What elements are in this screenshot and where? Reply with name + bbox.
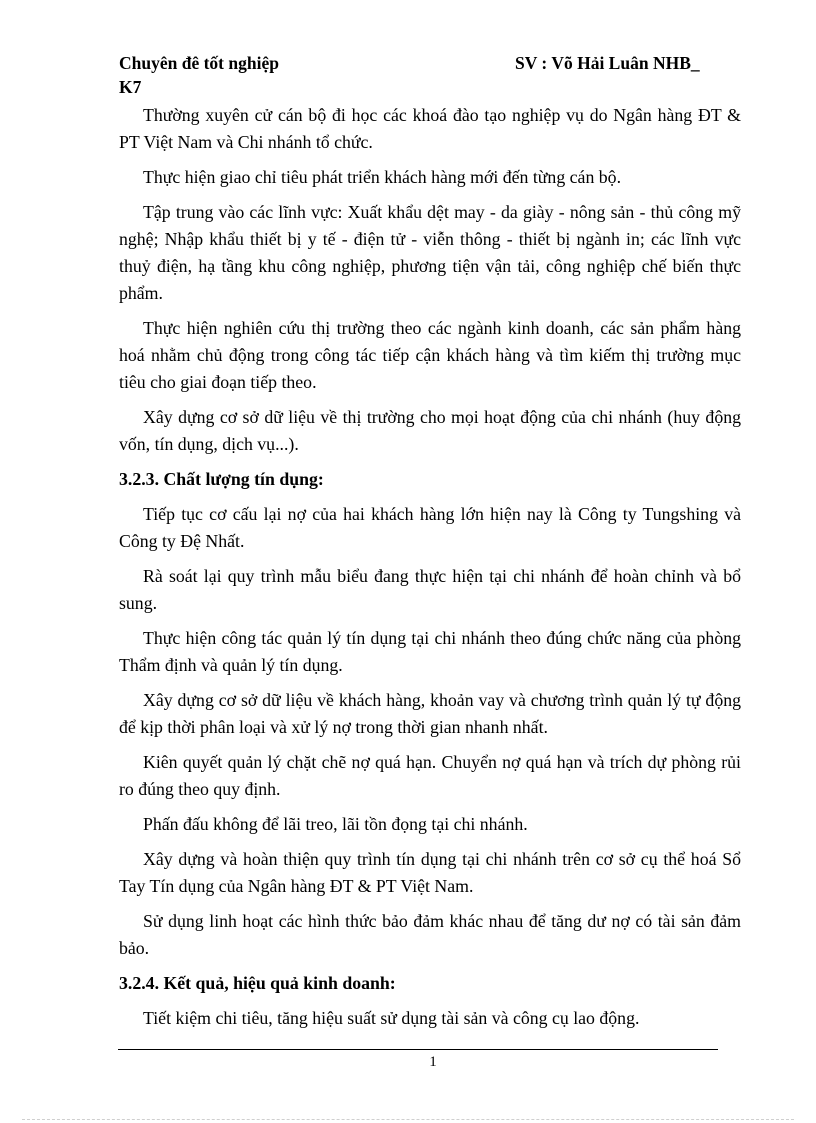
header-author: SV : Võ Hải Luân NHB_ [515,53,700,73]
paragraph: Thực hiện giao chỉ tiêu phát triển khách hàng mới đến từng cán bộ. [143,167,622,187]
paragraph: Kiên quyết quản lý chặt chẽ nợ quá hạn. Chuyển nợ quá hạn và trích dự phòng rủi ro đúng theo quy định. [119,752,741,799]
page-number: 1 [429,1054,437,1070]
header-title: Chuyên đê tốt nghiệp [119,53,279,73]
paragraph: Thực hiện nghiên cứu thị trường theo các ngành kinh doanh, các sản phẩm hàng hoá nhằm chủ động trong công tác tiếp cận khách hàng và tìm kiếm thị trường mục tiêu cho giai đoạn tiếp theo. [119,318,741,392]
paragraph: Sử dụng linh hoạt các hình thức bảo đảm khác nhau để tăng dư nợ có tài sản đảm bảo. [119,911,741,958]
paragraph: Tiết kiệm chi tiêu, tăng hiệu suất sử dụng tài sản và công cụ lao động. [143,1008,640,1028]
document-body [119,102,741,1040]
paragraph: Tập trung vào các lĩnh vực: Xuất khẩu dệt may - da giày - nông sản - thủ công mỹ nghệ; Nhập khẩu thiết bị y tế - điện tử - viễn thông - thiết bị ngành in; các lĩnh vực thuỷ điện, hạ tầng khu công nghiệp, phương tiện vận tải, công nghiệp chế biến thực phẩm. [119,202,741,303]
paragraph: Xây dựng cơ sở dữ liệu về thị trường cho mọi hoạt động của chi nhánh (huy động vốn, tín dụng, dịch vụ...). [119,407,741,454]
section-heading: 3.2.4. Kết quả, hiệu quả kinh doanh: [119,973,396,993]
paragraph: Xây dựng cơ sở dữ liệu về khách hàng, khoản vay và chương trình quản lý tự động để kịp thời phân loại và xử lý nợ trong thời gian nhanh nhất. [119,690,741,737]
paragraph: Thường xuyên cử cán bộ đi học các khoá đào tạo nghiệp vụ do Ngân hàng ĐT & PT Việt Nam và Chi nhánh tổ chức. [119,105,741,152]
footer-divider [118,1049,718,1050]
header-author-continuation: K7 [119,77,142,97]
paragraph: Xây dựng và hoàn thiện quy trình tín dụng tại chi nhánh trên cơ sở cụ thể hoá Sổ Tay Tín dụng của Ngân hàng ĐT & PT Việt Nam. [119,849,741,896]
section-heading: 3.2.3. Chất lượng tín dụng: [119,469,324,489]
page-edge-divider [22,1119,794,1120]
paragraph: Tiếp tục cơ cấu lại nợ của hai khách hàng lớn hiện nay là Công ty Tungshing và Công ty Đệ Nhất. [119,504,741,551]
paragraph: Phấn đấu không để lãi treo, lãi tồn đọng tại chi nhánh. [143,814,528,834]
paragraph: Rà soát lại quy trình mẫu biểu đang thực hiện tại chi nhánh để hoàn chỉnh và bổ sung. [119,566,741,613]
paragraph: Thực hiện công tác quản lý tín dụng tại chi nhánh theo đúng chức năng của phòng Thẩm định và quản lý tín dụng. [119,628,741,675]
